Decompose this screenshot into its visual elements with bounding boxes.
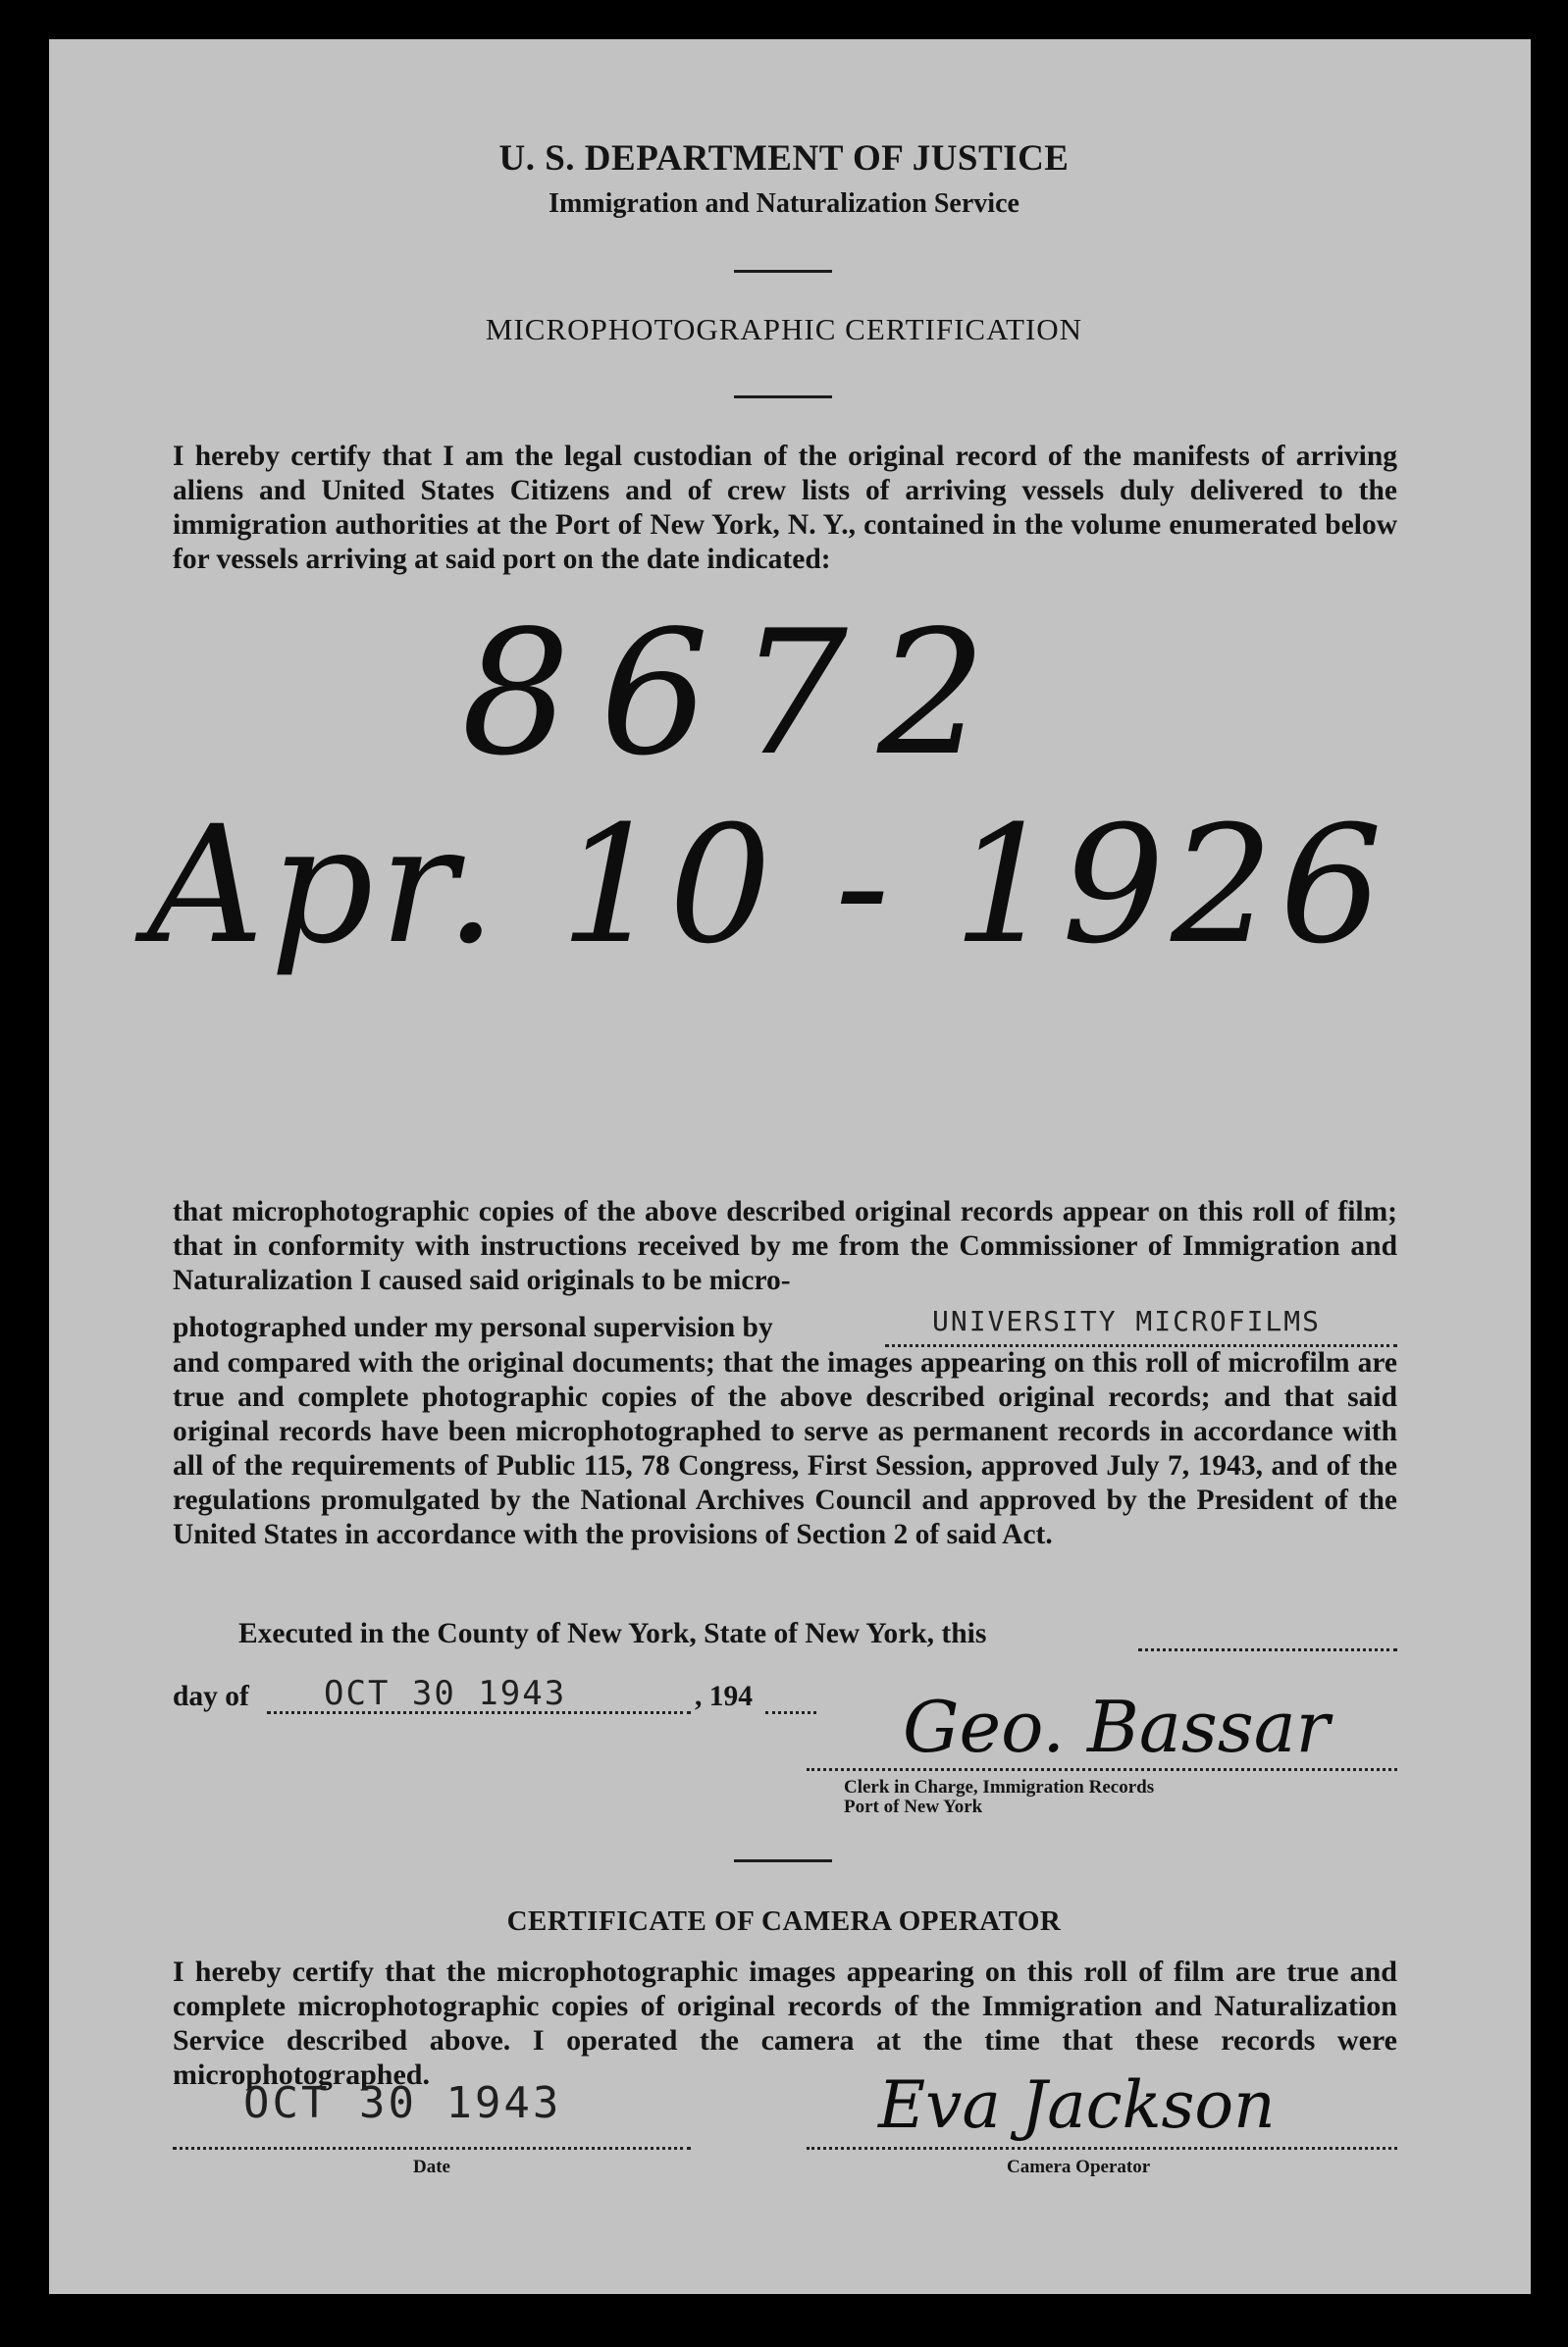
executed-text: Executed in the County of New York, State of New York, this [238, 1618, 987, 1649]
camera-operator-paragraph: I hereby certify that the microphotographic images appearing on this roll of film are true and complete microphotographic copies of original records of the Immigration and Naturalization Service described above. I operated the camera at the time that these records were microphotographed. [173, 1956, 1397, 2091]
handwritten-volume-number: 8672 [461, 595, 1017, 794]
year-label: , 194 [695, 1681, 753, 1712]
clerk-title-line2: Port of New York [844, 1797, 983, 1817]
clerk-title-line1: Clerk in Charge, Immigration Records [844, 1777, 1155, 1798]
camera-operator-label: Camera Operator [1007, 2157, 1151, 2177]
certification-paragraph-2a: that microphotographic copies of the above described original records appear on this roll of film; that in conformity with instructions received by me from the Commissioner of Immigration and Naturalization I caused said originals to be micro- [173, 1196, 1397, 1296]
divider [734, 1859, 832, 1862]
day-of-label: day of [173, 1681, 249, 1712]
divider [734, 270, 832, 273]
clerk-signature: Geo. Bassar [903, 1686, 1331, 1768]
certification-paragraph-1: I hereby certify that I am the legal custodian of the original record of the manifests of arriving aliens and United States Citizens and of crew lists of arriving vessels duly delivered to the immigration authorities at the Port of New York, N. Y., contained in the volume enumerated below for vessels arriving at said port on the date indicated: [173, 441, 1397, 575]
service-subheading: Immigration and Naturalization Service [549, 188, 1019, 219]
camera-operator-title: CERTIFICATE OF CAMERA OPERATOR [506, 1905, 1062, 1937]
day-of-date-stamp: OCT 30 1943 [324, 1674, 567, 1713]
certification-paragraph-2b: and compared with the original documents; that the images appearing on this roll of microfilm are true and complete photographic copies of the above described original records; and that said original records have been microphotographed to serve as permanent records in accordance with all of the requirements of Public 115, 78 Congress, First Session, approved July 7, 1943, and of the regulations promulgated by the National Archives Council and approved by the President of the United States in accordance with the provisions of Section 2 of said Act. [173, 1347, 1397, 1550]
photographed-by-stamp: UNIVERSITY MICROFILMS [932, 1305, 1322, 1337]
department-heading: U. S. DEPARTMENT OF JUSTICE [498, 138, 1070, 179]
divider [734, 395, 832, 398]
camera-operator-line [807, 2117, 1397, 2150]
form-title: MICROPHOTOGRAPHIC CERTIFICATION [485, 312, 1083, 346]
camera-operator-signature: Eva Jackson [878, 2067, 1276, 2143]
executed-day-line [1138, 1617, 1397, 1651]
photographed-by-label: photographed under my personal supervision by [173, 1312, 773, 1343]
year-line [765, 1680, 816, 1714]
camera-date-line [173, 2117, 691, 2150]
camera-date-label: Date [413, 2157, 450, 2177]
handwritten-volume-date: Apr. 10 - 1926 [147, 791, 1388, 979]
clerk-signature-line [807, 1737, 1397, 1771]
camera-date-stamp: OCT 30 1943 [243, 2078, 562, 2128]
